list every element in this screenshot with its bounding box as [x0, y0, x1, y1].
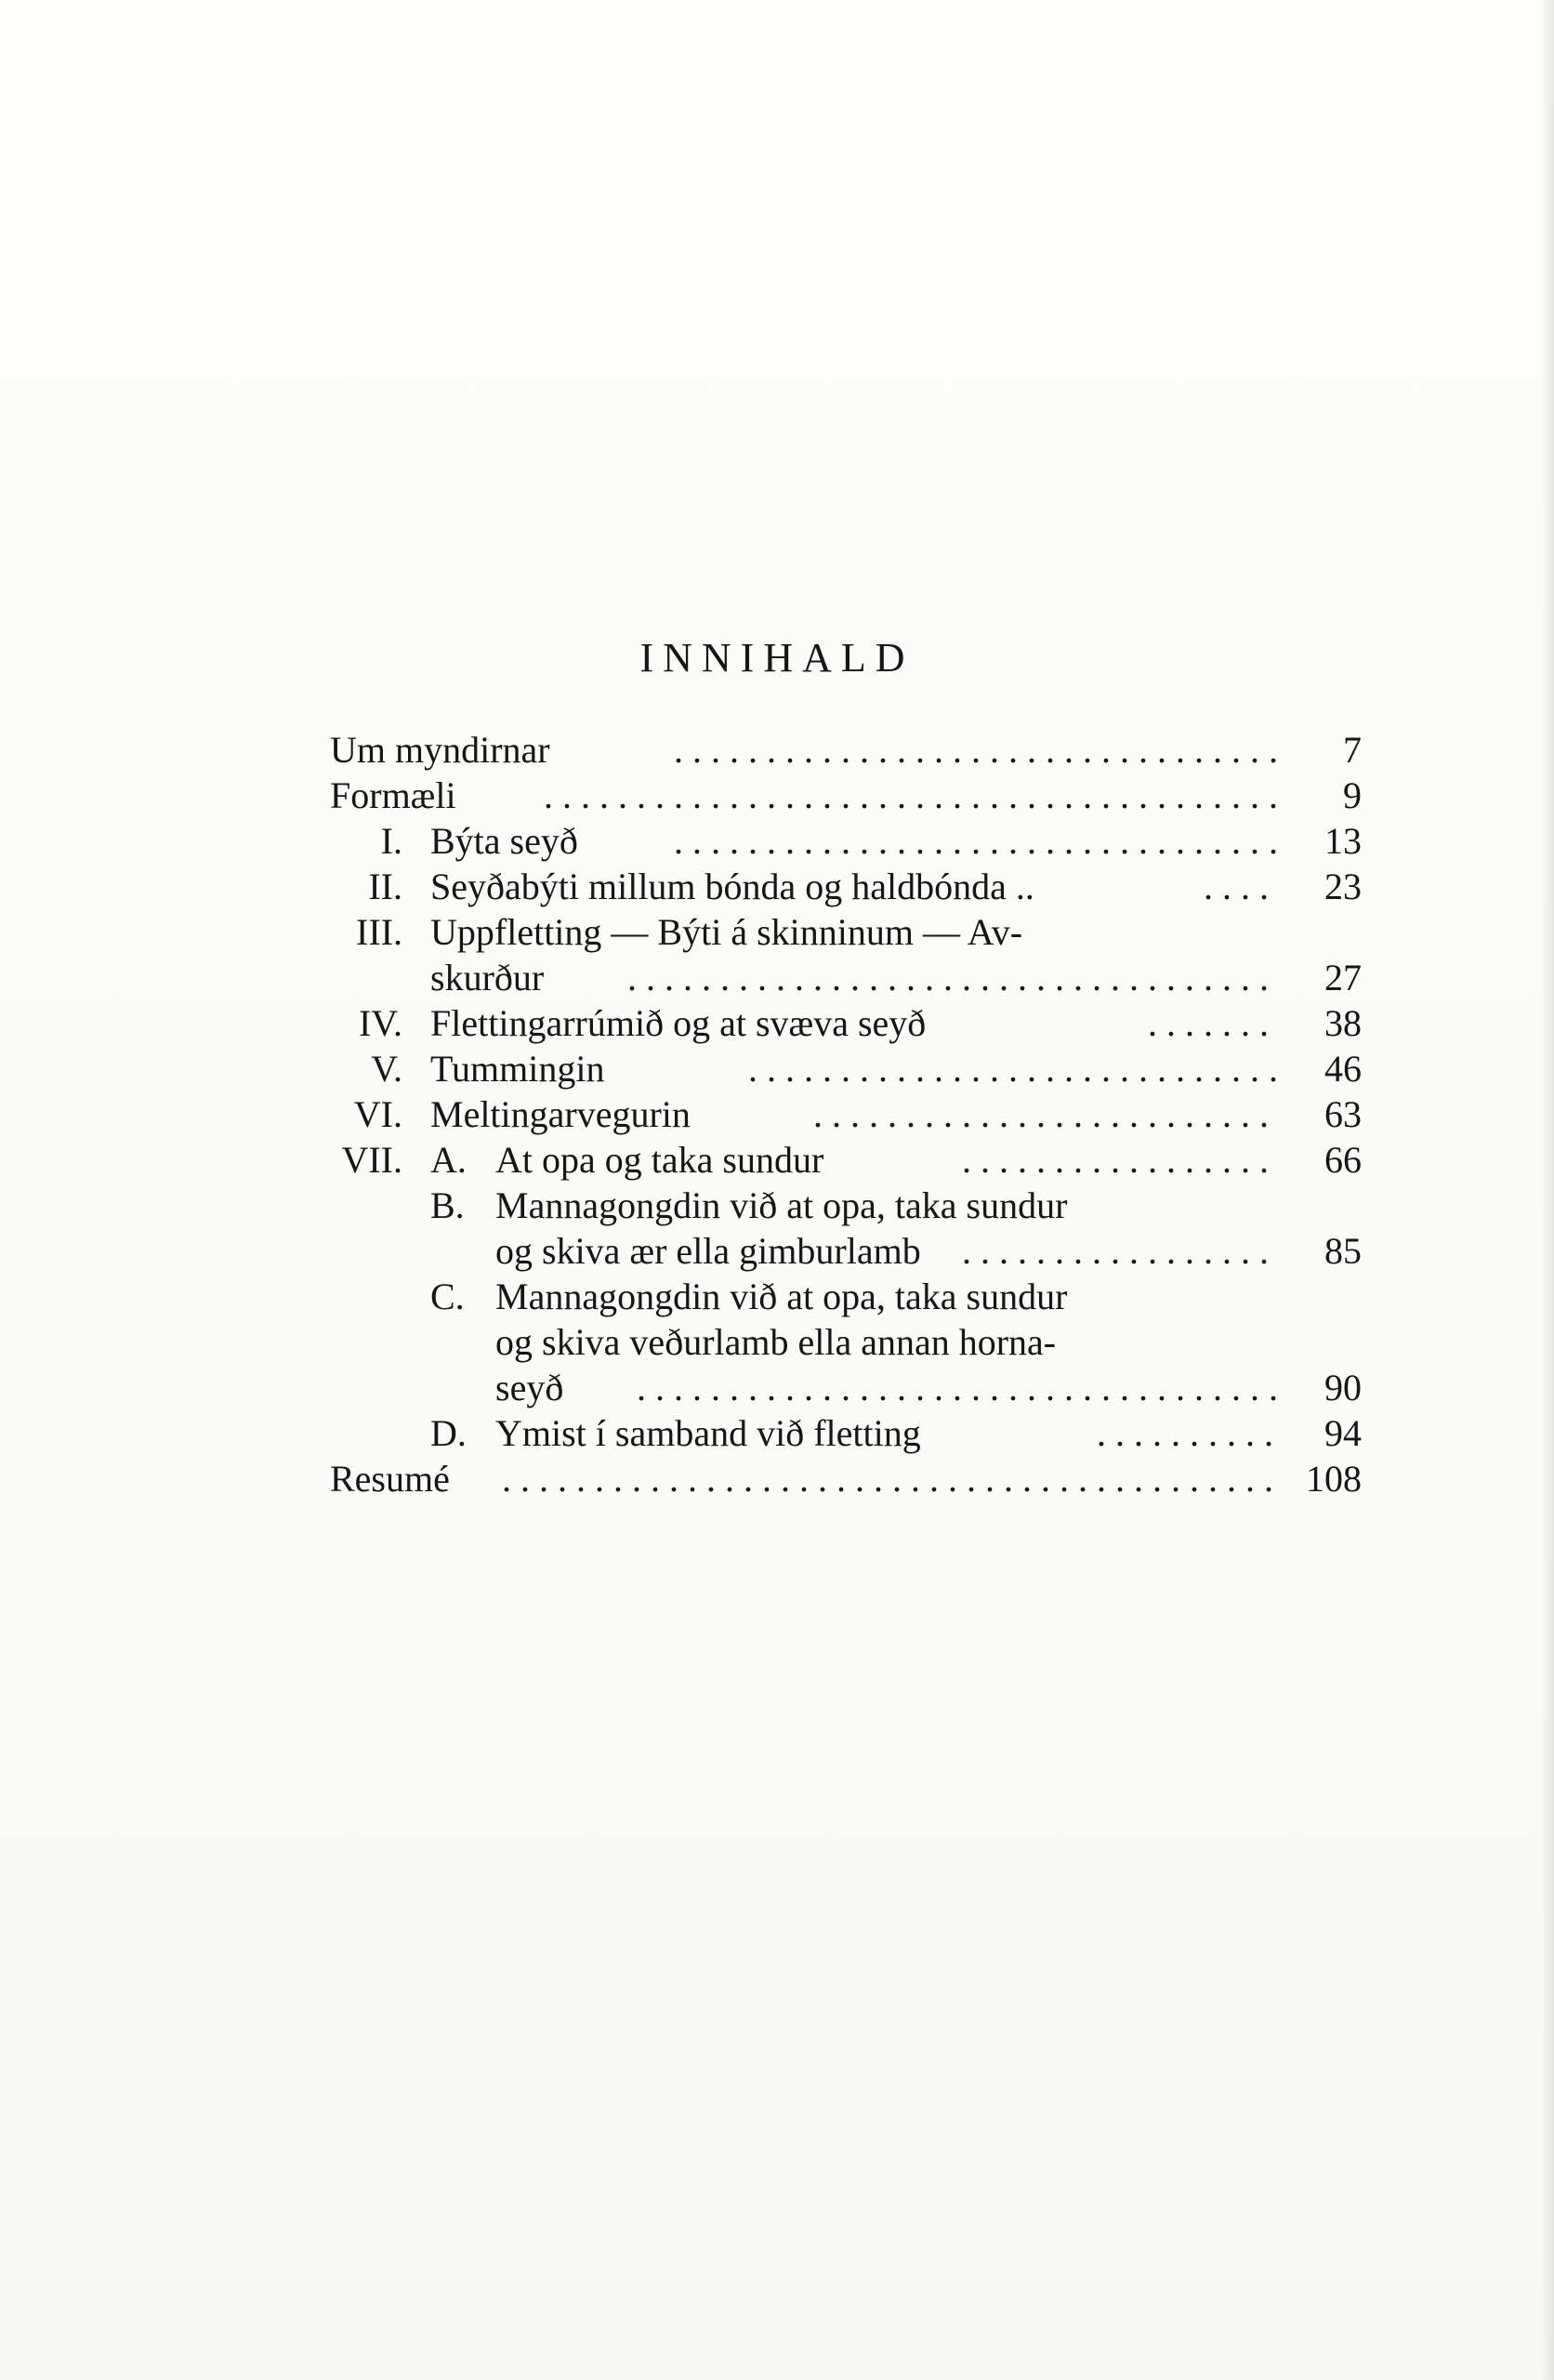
toc-entry[interactable]: [330, 1091, 1362, 1137]
toc-entry-page: 63: [1324, 1093, 1362, 1135]
toc-entry[interactable]: [330, 818, 1362, 864]
toc-entry-continuation[interactable]: [330, 1319, 1362, 1365]
toc-entry-title: Tummingin: [430, 1048, 605, 1090]
toc-entry-title: og skiva veðurlamb ella annan horna-: [495, 1321, 1057, 1363]
toc-entry-number: VI.: [353, 1093, 402, 1135]
toc-entry[interactable]: [330, 727, 1362, 773]
table-of-contents: [330, 727, 1362, 1501]
toc-entry-number: II.: [368, 866, 402, 907]
dot-leader: [502, 1456, 1278, 1501]
page-edge-shadow: [1541, 0, 1554, 2380]
toc-entry[interactable]: [330, 1046, 1362, 1091]
toc-entry-page: 46: [1324, 1048, 1362, 1090]
toc-entry[interactable]: [330, 1183, 1362, 1228]
toc-entry-page: 7: [1343, 729, 1362, 771]
toc-entry-continuation[interactable]: [330, 1228, 1362, 1274]
toc-entry[interactable]: [330, 1000, 1362, 1046]
toc-entry-title: Um myndirnar: [330, 729, 550, 771]
toc-entry-title: Mannagongdin við at opa, taka sundur: [495, 1184, 1068, 1226]
dot-leader: [674, 727, 1278, 773]
toc-entry[interactable]: [330, 909, 1362, 955]
toc-entry-page: 38: [1324, 1002, 1362, 1044]
toc-entry-page: 66: [1324, 1139, 1362, 1181]
toc-entry-subnumber: B.: [430, 1184, 465, 1226]
toc-entry[interactable]: [330, 1456, 1362, 1501]
dot-leader: [544, 773, 1278, 818]
toc-entry-continuation[interactable]: [330, 1365, 1362, 1410]
toc-entry-subnumber: A.: [430, 1139, 467, 1181]
toc-entry[interactable]: [330, 1137, 1362, 1183]
toc-entry-page: 13: [1324, 820, 1362, 862]
toc-entry[interactable]: [330, 773, 1362, 818]
toc-entry[interactable]: [330, 1274, 1362, 1319]
toc-entry[interactable]: [330, 1410, 1362, 1456]
toc-entry-page: 9: [1343, 774, 1362, 816]
toc-entry-page: 23: [1324, 866, 1362, 907]
dot-leader: [1097, 1410, 1278, 1456]
toc-entry-title: Flettingarrúmið og at svæva seyð: [430, 1002, 927, 1044]
toc-entry-number: I.: [380, 820, 402, 862]
toc-entry-number: VII.: [341, 1139, 402, 1181]
toc-entry-title: Formæli: [330, 774, 456, 816]
dot-leader: [962, 1228, 1278, 1274]
toc-entry-page: 90: [1324, 1367, 1362, 1408]
toc-entry-page: 85: [1324, 1230, 1362, 1272]
toc-entry-title: skurður: [430, 957, 545, 998]
toc-entry-title: Meltingarvegurin: [430, 1093, 691, 1135]
toc-entry-title: At opa og taka sundur: [495, 1139, 824, 1181]
dot-leader: [637, 1365, 1278, 1410]
dot-leader: [627, 955, 1278, 1000]
toc-entry-title: og skiva ær ella gimburlamb: [495, 1230, 921, 1272]
toc-entry-continuation[interactable]: [330, 955, 1362, 1000]
toc-entry-number: IV.: [358, 1002, 402, 1044]
toc-entry[interactable]: [330, 864, 1362, 909]
dot-leader: [1204, 864, 1278, 909]
dot-leader: [1148, 1000, 1278, 1046]
toc-entry-title: Ymist í samband við fletting: [495, 1412, 921, 1454]
toc-entry-title: Uppfletting — Býti á skinninum — Av-: [430, 911, 1023, 953]
dot-leader: [674, 818, 1278, 864]
toc-entry-page: 94: [1324, 1412, 1362, 1454]
toc-entry-page: 27: [1324, 957, 1362, 998]
toc-entry-number: III.: [356, 911, 402, 953]
toc-entry-subnumber: D.: [430, 1412, 467, 1454]
page-title: INNIHALD: [639, 635, 915, 681]
toc-entry-title: seyð: [495, 1367, 564, 1408]
toc-entry-title: Seyðabýti millum bónda og haldbónda ..: [430, 866, 1034, 907]
toc-entry-subnumber: C.: [430, 1276, 465, 1317]
dot-leader: [748, 1046, 1278, 1091]
dot-leader: [813, 1091, 1278, 1137]
toc-entry-number: V.: [371, 1048, 402, 1090]
toc-entry-title: Mannagongdin við at opa, taka sundur: [495, 1276, 1068, 1317]
toc-entry-title: Býta seyð: [430, 820, 578, 862]
toc-entry-title: Resumé: [330, 1458, 450, 1500]
toc-entry-page: 108: [1306, 1458, 1362, 1500]
dot-leader: [962, 1137, 1278, 1183]
